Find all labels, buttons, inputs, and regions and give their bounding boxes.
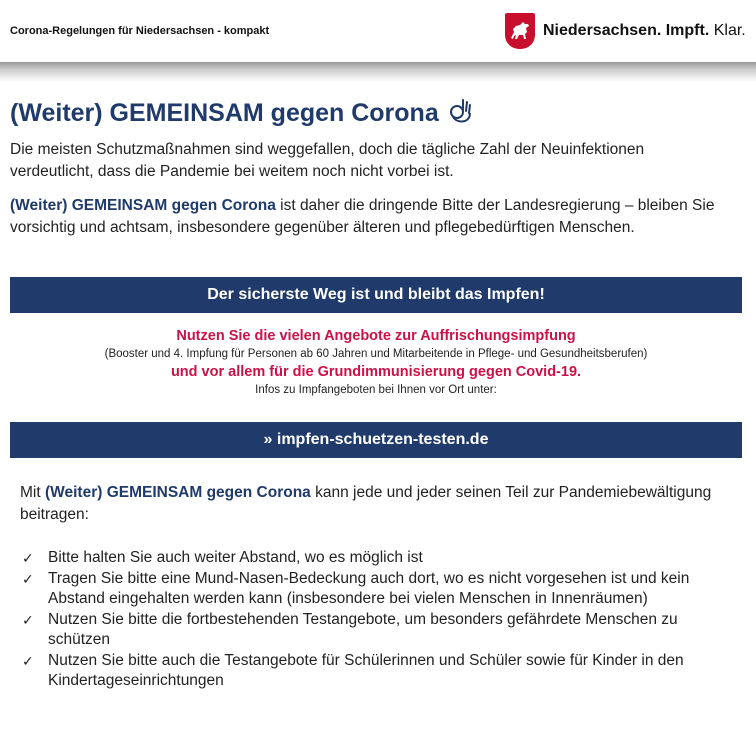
list-item — [20, 610, 732, 651]
document-header-title: Corona-Regelungen für Niedersachsen - kompakt — [10, 25, 270, 37]
header-divider — [0, 62, 756, 82]
booster-info-line4: Infos zu Impfangeboten bei Ihnen vor Ort unter: — [255, 384, 497, 396]
closing-intro-prefix: Mit — [20, 484, 45, 501]
checkmark-icon: ✓ — [22, 611, 34, 628]
recommendation-list — [20, 548, 732, 692]
booster-info-line3: und vor allem für die Grundimmunisierung gegen Covid-19. — [170, 364, 582, 380]
checkmark-icon: ✓ — [22, 652, 34, 669]
intro-paragraph: Die meisten Schutzmaßnahmen sind weggefallen, doch die tägliche Zahl der Neuinfektionen verdeutlicht, dass die Pandemie bei weitem noch nicht vorbei ist. — [10, 141, 645, 180]
appeal-rest: ist daher die dringende Bitte der Landesregierung – bleiben Sie vorsichtig und achtsam, insbesondere gegenüber älteren und pflegebedürftigen Menschen. — [10, 197, 715, 236]
appeal-highlight: (Weiter) GEMEINSAM gegen Corona — [10, 197, 276, 214]
list-item-text: Nutzen Sie bitte auch die Testangebote für Schülerinnen und Schüler sowie für Kinder in den Kindertageseinrichtungen — [48, 651, 684, 689]
page-title-text: (Weiter) GEMEINSAM gegen Corona — [10, 99, 439, 127]
list-item — [20, 651, 732, 692]
closing-intro-highlight: (Weiter) GEMEINSAM gegen Corona — [44, 484, 311, 501]
list-item-text: Tragen Sie bitte eine Mund-Nasen-Bedeckung auch dort, wo es nicht vorgesehen ist und kein Abstand eingehalten werden kann (insbesondere bei vielen Menschen in Innenräumen) — [48, 569, 690, 607]
horse-shield-icon — [505, 13, 535, 49]
list-item-text: Nutzen Sie bitte die fortbestehenden Testangebote, um besonders gefährdete Menschen zu schützen — [48, 610, 678, 648]
page-title — [10, 96, 473, 131]
website-link-banner[interactable]: » impfen-schuetzen-testen.de — [10, 422, 742, 458]
checkmark-icon: ✓ — [22, 570, 34, 587]
list-item — [20, 548, 732, 569]
closing-intro — [20, 482, 720, 526]
logo-wordmark-bold: Niedersachsen. Impft. — [543, 22, 710, 39]
logo-wordmark-light: Klar. — [709, 22, 746, 39]
vaccination-banner: Der sicherste Weg ist und bleibt das Impfen! — [10, 277, 742, 313]
list-item-text: Bitte halten Sie auch weiter Abstand, wo es möglich ist — [48, 549, 423, 566]
appeal-paragraph — [10, 195, 730, 239]
booster-info-line1: Nutzen Sie die vielen Angebote zur Auffrischungsimpfung — [176, 328, 576, 344]
checkmark-icon: ✓ — [22, 550, 34, 566]
niedersachsen-logo — [505, 12, 746, 50]
booster-info — [10, 326, 742, 398]
booster-info-line2: (Booster und 4. Impfung für Personen ab 60 Jahren und Mitarbeitende in Pflege- und Gesundheitsberufen) — [104, 348, 648, 360]
list-item — [20, 569, 732, 610]
ok-hand-icon — [447, 96, 473, 131]
logo-wordmark — [543, 22, 746, 40]
closing-intro-rest: kann jede und jeder seinen Teil zur Pandemiebewältigung beitragen: — [20, 484, 712, 523]
